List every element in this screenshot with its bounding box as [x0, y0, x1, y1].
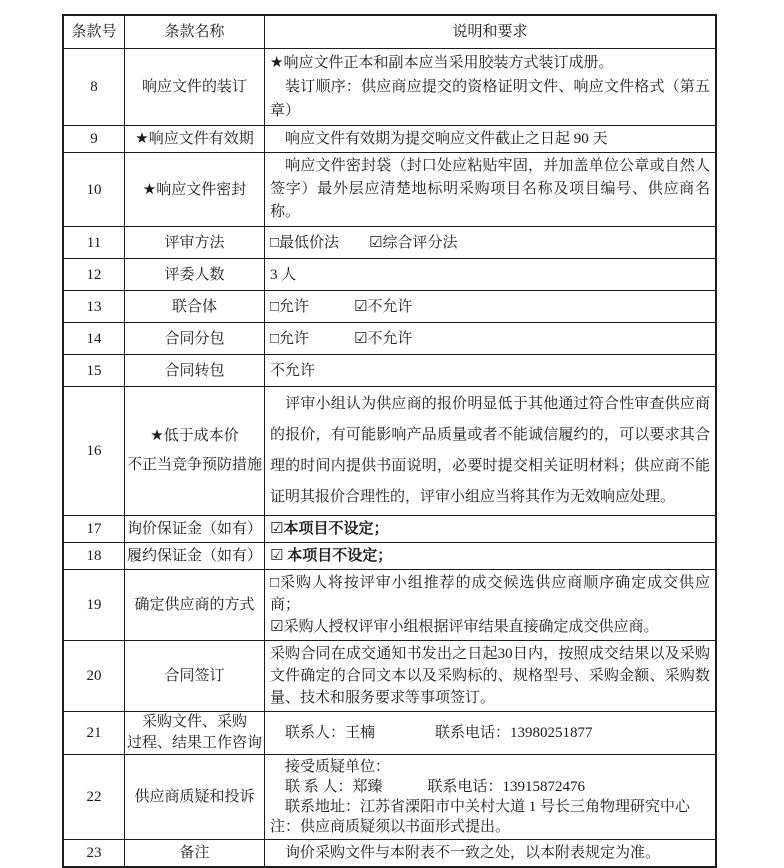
clause-number-cell: 18 [64, 543, 125, 569]
clause-desc-cell [265, 49, 715, 125]
clause-number-cell: 11 [64, 227, 125, 258]
table-row [64, 712, 715, 755]
clause-desc-cell [265, 259, 715, 290]
clause-desc-cell [265, 387, 715, 515]
clause-name-cell [125, 543, 265, 569]
clause-desc-cell [265, 291, 715, 322]
desc-paragraph: 接受质疑单位： [270, 759, 391, 775]
clause-number-cell: 19 [64, 570, 125, 640]
desc-paragraph: □采购人将按评审小组推荐的成交候选供应商顺序确定成交供应商； [270, 575, 710, 613]
clause-name-cell [125, 126, 265, 152]
clause-name-line: 过程、结果工作咨询 [126, 735, 262, 751]
desc-paragraph: 联 系 人：郑臻 联系电话：13915872476 [270, 779, 586, 795]
table-row [64, 641, 715, 712]
clause-number-cell: 12 [64, 259, 125, 290]
clause-desc-cell [265, 641, 715, 711]
clause-desc-cell [265, 355, 715, 386]
clause-name-line: ★响应文件有效期 [135, 131, 254, 147]
clause-name-cell [125, 49, 265, 125]
clause-name-line: 不正当竞争预防措施 [126, 457, 262, 473]
clause-name-cell [125, 840, 265, 866]
clause-name-line: 确定供应商的方式 [134, 597, 255, 613]
desc-paragraph: 3 人 [270, 266, 297, 283]
clause-name-line: 合同分包 [164, 330, 225, 347]
clause-name-cell [125, 259, 265, 290]
clause-name-line: ★低于成本价 [150, 428, 239, 444]
header-clause-number: 条款号 [64, 16, 125, 48]
clause-name-cell [125, 355, 265, 386]
clause-name-line: 评委人数 [164, 266, 225, 283]
clause-number-cell: 10 [64, 153, 125, 226]
desc-paragraph: ☑本项目不设定； [270, 521, 389, 537]
table-row [64, 291, 715, 323]
table-row [64, 355, 715, 387]
desc-paragraph: 响应文件密封袋（封口处应粘贴牢固，并加盖单位公章或自然人签字）最外层应清楚地标明采购项目名称及项目编号、供应商名称。 [270, 158, 710, 220]
desc-paragraph: 询价采购文件与本附表不一致之处，以本附表规定为准。 [270, 845, 661, 861]
desc-paragraph: 采购合同在成交通知书发出之日起30日内，按照成交结果以及采购文件确定的合同文本以及采购标的、规格型号、采购金额、采购数量、技术和服务要求等事项签订。 [270, 646, 710, 706]
clause-desc-cell [265, 712, 715, 754]
header-clause-name: 条款名称 [125, 16, 265, 48]
clause-name-line: 合同签订 [164, 668, 225, 684]
desc-paragraph: 联系地址：江苏省溧阳市中关村大道 1 号长三角物理研究中心 [270, 799, 691, 815]
clause-name-line: 合同转包 [164, 362, 225, 379]
table-row [64, 259, 715, 291]
desc-paragraph: ★响应文件正本和副本应当采用胶装方式装订成册。 [270, 55, 614, 71]
clause-name-line: 供应商质疑和投诉 [134, 789, 255, 805]
desc-paragraph: ☑采购人授权评审小组根据评审结果直接确定成交供应商。 [270, 619, 659, 635]
clause-desc-cell [265, 323, 715, 354]
clause-number-cell: 13 [64, 291, 125, 322]
clause-desc-cell [265, 840, 715, 866]
clause-desc-cell [265, 516, 715, 542]
clause-desc-cell [265, 126, 715, 152]
clause-name-cell [125, 570, 265, 640]
desc-paragraph: □最低价法 ☑综合评分法 [270, 234, 458, 251]
header-row [64, 16, 715, 49]
table-row [64, 570, 715, 641]
clause-number-cell: 15 [64, 355, 125, 386]
clause-name-line: 履约保证金（如有） [126, 548, 262, 564]
clause-desc-cell [265, 153, 715, 226]
table-row [64, 755, 715, 840]
desc-paragraph: □允许 ☑不允许 [270, 298, 413, 315]
table-row [64, 323, 715, 355]
clause-name-line: ★响应文件密封 [142, 181, 247, 198]
desc-paragraph: 评审小组认为供应商的报价明显低于其他通过符合性审查供应商的报价，有可能影响产品质量或者不能诚信履约的，可以要求其合理的时间内提供书面说明，必要时提交相关证明材料；供应商不能证明其报价合理性的，评审小组应当将其作为无效响应处理。 [270, 396, 710, 505]
clause-name-cell [125, 641, 265, 711]
desc-paragraph: 响应文件有效期为提交响应文件截止之日起 90 天 [270, 131, 608, 147]
clause-name-line: 备注 [179, 845, 210, 861]
table-row [64, 840, 715, 866]
header-description: 说明和要求 [452, 24, 528, 40]
table-row [64, 49, 715, 126]
clause-name-cell [125, 291, 265, 322]
desc-paragraph: ☑ 本项目不设定； [270, 548, 393, 564]
clause-number-cell: 17 [64, 516, 125, 542]
clause-number-cell: 21 [64, 712, 125, 754]
clause-name-line: 采购文件、采购 [141, 714, 247, 730]
clause-number-cell: 9 [64, 126, 125, 152]
clause-name-cell [125, 516, 265, 542]
clause-number-cell: 20 [64, 641, 125, 711]
desc-paragraph: 注：供应商质疑须以书面形式提出。 [270, 819, 511, 835]
clause-number-cell: 8 [64, 49, 125, 125]
table-row [64, 227, 715, 259]
table-row [64, 543, 715, 570]
clause-name-cell [125, 712, 265, 754]
clause-desc-cell [265, 227, 715, 258]
clause-name-cell [125, 387, 265, 515]
table-row [64, 153, 715, 227]
clause-desc-cell [265, 543, 715, 569]
clause-name-line: 评审方法 [164, 234, 225, 251]
desc-paragraph: 不允许 [270, 362, 316, 379]
desc-paragraph: 联系人：王楠 联系电话：13980251877 [270, 725, 593, 741]
clause-name-line: 询价保证金（如有） [126, 521, 262, 537]
clause-name-cell [125, 227, 265, 258]
table-row [64, 516, 715, 543]
table-row [64, 387, 715, 516]
table-row [64, 126, 715, 153]
clause-name-cell [125, 153, 265, 226]
clause-name-cell [125, 323, 265, 354]
clause-number-cell: 22 [64, 755, 125, 839]
clause-number-cell: 23 [64, 840, 125, 866]
desc-paragraph: □允许 ☑不允许 [270, 330, 413, 347]
clause-desc-cell [265, 570, 715, 640]
clause-desc-cell [265, 755, 715, 839]
clause-number-cell: 16 [64, 387, 125, 515]
desc-paragraph: 装订顺序：供应商应提交的资格证明文件、响应文件格式（第五章） [270, 79, 710, 119]
clause-name-line: 响应文件的装订 [141, 79, 247, 95]
procurement-terms-table [62, 14, 717, 868]
clause-name-line: 联合体 [171, 298, 217, 315]
clause-number-cell: 14 [64, 323, 125, 354]
clause-name-cell [125, 755, 265, 839]
